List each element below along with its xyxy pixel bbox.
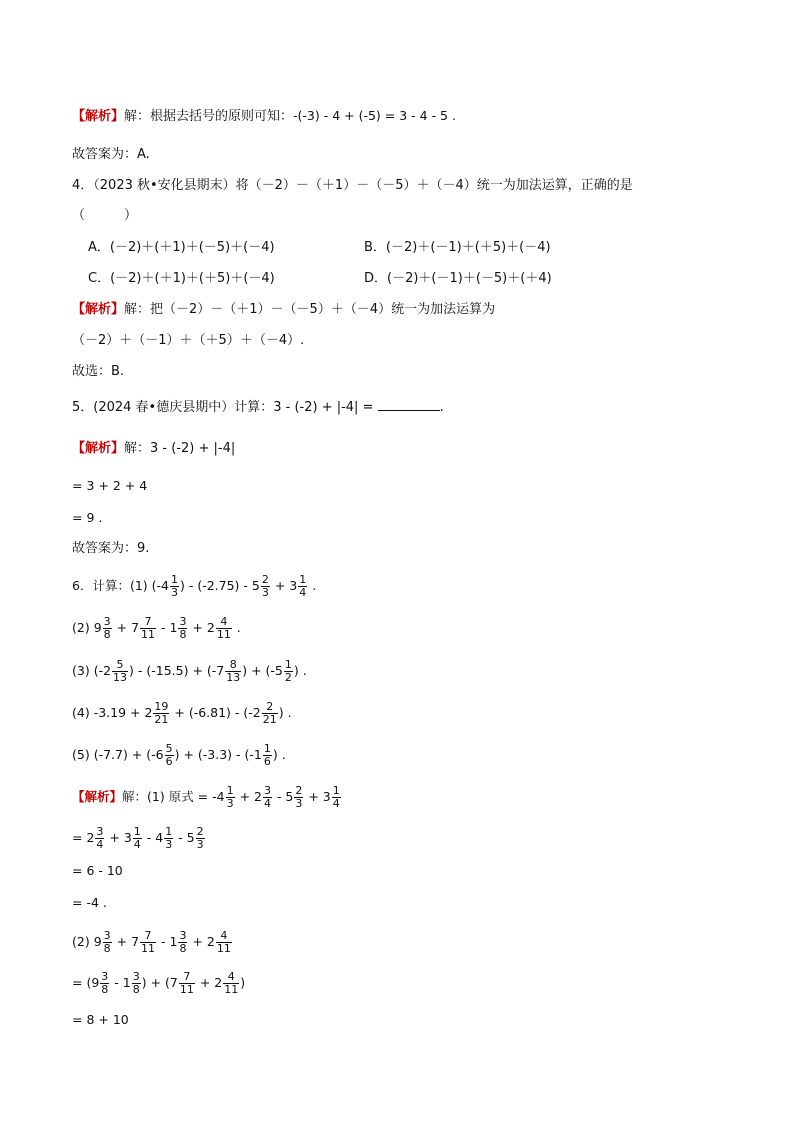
q6-part5: (5) (-7.7) + (-6 $\frac{5}{6}$ ) + (-3.3) - (-1 $\frac{1}{6}$ ) . [72, 742, 286, 768]
q6-analysis: 【解析】解：(1) 原式 = -4 $\frac{1}{3}$ + 2 $\frac{3}{4}$ - 5 $\frac{2}{3}$ + 3 $\frac{1}{4}$ [72, 784, 340, 810]
q3-answer: 故答案为：A. [72, 147, 150, 162]
q6-part4: (4) -3.19 + 2 $\frac{19}{21}$ + (-6.81) - (-2 $\frac{2}{21}$ ) . [72, 700, 292, 726]
q6-analysis-2: (2) 9 $\frac{3}{8}$ + 7 $\frac{7}{11}$ - 1 $\frac{3}{8}$ + 2 $\frac{4}{11}$ [72, 929, 231, 955]
q4-paren: （ ） [72, 208, 138, 223]
q5-stem: 5．(2024 春•德庆县期中）计算：3 - (-2) + |-4| = . [72, 400, 444, 415]
q4-option-a: A．(－2)＋(＋1)＋(－5)＋(－4) [88, 240, 275, 255]
q3-analysis: 【解析】解：根据去括号的原则可知：-(-3) - 4 + (-5) = 3 - 4 - 5 . [72, 108, 456, 124]
q6-part2: (2) 9 $\frac{3}{8}$ + 7 $\frac{7}{11}$ - 1 $\frac{3}{8}$ + 2 $\frac{4}{11}$ . [72, 615, 241, 641]
q6-step2a: = (9 $\frac{3}{8}$ - 1 $\frac{3}{8}$ ) + (7 $\frac{7}{11}$ + 2 $\frac{4}{11}$ ) [72, 970, 246, 996]
analysis-tag: 【解析】 [72, 109, 125, 124]
q4-analysis-line2: （－2）＋（－1）＋（＋5）＋（－4）. [72, 333, 305, 348]
q6-step2c: = 8 + 10 [72, 1012, 129, 1027]
q6-part1: 6．计算：(1) (-4 $\frac{1}{3}$ ) - (-2.75) - 5 $\frac{2}{3}$ + 3 $\frac{1}{4}$ . [72, 573, 317, 599]
q4-analysis: 【解析】解：把（－2）－（＋1）－（－5）＋（－4）统一为加法运算为 [72, 302, 496, 317]
q4-stem: 4．（2023 秋•安化县期末）将（－2）－（＋1）－（－5）＋（－4）统一为加法运算，正确的是 [72, 178, 633, 193]
q5-analysis: 【解析】解：3 - (-2) + |-4| [72, 441, 236, 456]
q4-option-b: B．(－2)＋(－1)＋(＋5)＋(－4) [364, 240, 551, 255]
q4-answer: 故选：B. [72, 364, 125, 379]
q5-step2: = 9 . [72, 510, 103, 525]
q6-step1b: = 6 - 10 [72, 863, 123, 878]
q4-option-c: C．(－2)＋(＋1)＋(＋5)＋(－4) [88, 271, 275, 286]
q4-option-d: D．(－2)＋(－1)＋(－5)＋(＋4) [364, 271, 552, 286]
q6-step1c: = -4 . [72, 895, 107, 910]
q5-answer: 故答案为：9. [72, 541, 150, 556]
q6-step1a: = 2 $\frac{3}{4}$ + 3 $\frac{1}{4}$ - 4 $\frac{1}{3}$ - 5 $\frac{2}{3}$ [72, 825, 204, 851]
answer-blank [378, 398, 440, 411]
q5-step1: = 3 + 2 + 4 [72, 478, 148, 493]
q6-part3: (3) (-2 $\frac{5}{13}$ ) - (-15.5) + (-7 $\frac{8}{13}$ ) + (-5 $\frac{1}{2}$ ) . [72, 658, 307, 684]
